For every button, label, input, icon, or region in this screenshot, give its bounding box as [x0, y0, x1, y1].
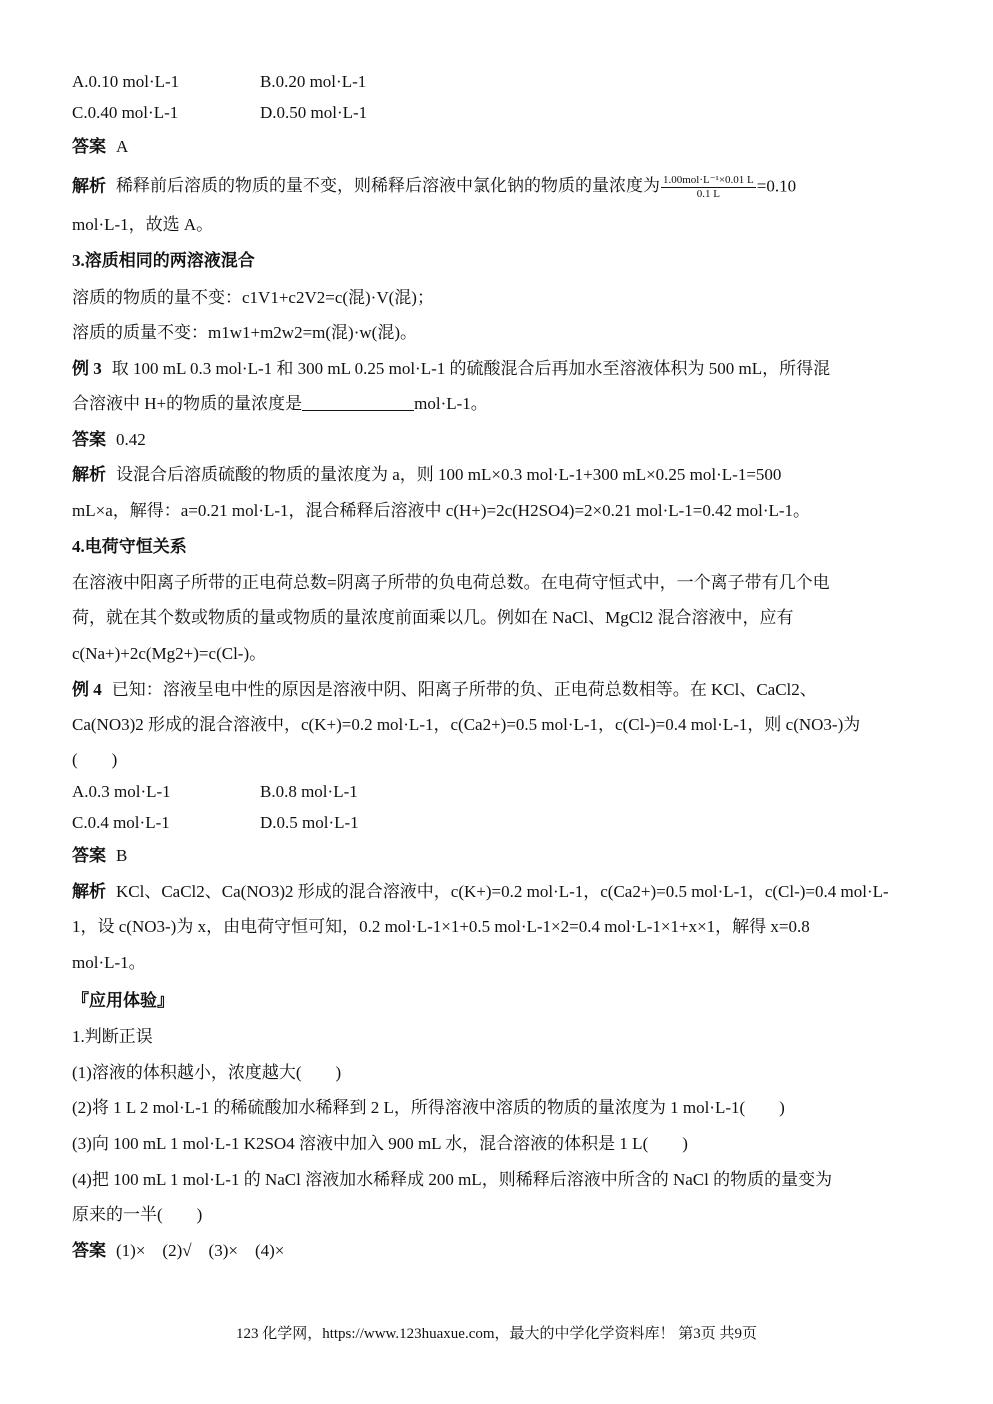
example-4-paren: ( ): [72, 750, 118, 769]
example-4: [72, 678, 923, 702]
example-4-analysis-end: mol·L-1。: [72, 953, 146, 972]
option-b: B.0.20 mol·L-1: [260, 72, 367, 91]
answer-value: A: [116, 137, 129, 156]
analysis-text: KCl、CaCl2、Ca(NO3)2 形成的混合溶液中，c(K+)=0.2 mol·L-1，c(Ca2+)=0.5 mol·L-1，c(Cl-)=0.4 mol·L-: [116, 882, 889, 901]
example-3-answer: [72, 428, 923, 452]
answer-value: B: [116, 846, 128, 865]
example-4-analysis: [72, 880, 923, 904]
section-3-title: 3.溶质相同的两溶液混合: [72, 251, 255, 270]
option-a: A.0.3 mol·L-1: [72, 782, 171, 801]
answer-label: 答案: [72, 846, 106, 865]
fraction-denominator: 0.1 L: [696, 188, 720, 200]
option-d: D.0.50 mol·L-1: [260, 103, 368, 122]
answer-value: (1)× (2)√ (3)× (4)×: [116, 1241, 285, 1260]
option-c: C.0.4 mol·L-1: [72, 813, 170, 832]
example-text-b: mol·L-1。: [414, 394, 488, 413]
option-a: A.0.10 mol·L-1: [72, 72, 180, 91]
q2-options-row2: [72, 101, 923, 125]
section-3-line1: 溶质的物质的量不变：c1V1+c2V2=c(混)·V(混)；: [72, 288, 434, 307]
judge-item-2: (2)将 1 L 2 mol·L-1 的稀硫酸加水稀释到 2 L，所得溶液中溶质的物质的量浓度为 1 mol·L-1( ): [72, 1098, 785, 1117]
example-label: 例 3: [72, 359, 102, 378]
example-4-analysis-cont: 1，设 c(NO3-)为 x，由电荷守恒可知，0.2 mol·L-1×1+0.5 mol·L-1×2=0.4 mol·L-1×1+x×1，解得 x=0.8: [72, 917, 810, 936]
judge-title: 1.判断正误: [72, 1027, 153, 1046]
q2-options-row1: [72, 70, 923, 94]
judge-item-4-cont: 原来的一半( ): [72, 1205, 203, 1224]
fraction-numerator: 1.00mol·L⁻¹×0.01 L: [663, 174, 754, 186]
example-text-a: 合溶液中 H+的物质的量浓度是: [72, 394, 303, 413]
analysis-label: 解析: [72, 465, 106, 484]
fraction: [661, 174, 756, 201]
option-d: D.0.5 mol·L-1: [260, 813, 359, 832]
analysis-text: 稀释前后溶质的物质的量不变，则稀释后溶液中氯化钠的物质的量浓度为: [116, 176, 660, 196]
option-b: B.0.8 mol·L-1: [260, 782, 358, 801]
section-3-line2: 溶质的质量不变：m1w1+m2w2=m(混)·w(混)。: [72, 323, 417, 342]
option-c: C.0.40 mol·L-1: [72, 103, 179, 122]
fraction-result: =0.10: [756, 176, 797, 196]
example-label: 例 4: [72, 680, 102, 699]
analysis-label: 解析: [72, 882, 106, 901]
apply-title: 『应用体验』: [72, 991, 174, 1010]
q2-analysis: [72, 174, 923, 201]
answer-label: 答案: [72, 430, 106, 449]
example-text: 取 100 mL 0.3 mol·L-1 和 300 mL 0.25 mol·L-1 的硫酸混合后再加水至溶液体积为 500 mL，所得混: [111, 359, 831, 378]
q2-analysis-cont: mol·L-1，故选 A。: [72, 215, 214, 234]
example-text: 已知：溶液呈电中性的原因是溶液中阴、阳离子所带的负、正电荷总数相等。在 KCl、CaCl2、: [111, 680, 817, 699]
example-3: [72, 357, 923, 381]
judge-item-3: (3)向 100 mL 1 mol·L-1 K2SO4 溶液中加入 900 mL 水，混合溶液的体积是 1 L( ): [72, 1134, 688, 1153]
judge-item-1: (1)溶液的体积越小，浓度越大( ): [72, 1063, 342, 1082]
judge-item-4: (4)把 100 mL 1 mol·L-1 的 NaCl 溶液加水稀释成 200 mL，则稀释后溶液中所含的 NaCl 的物质的量变为: [72, 1170, 833, 1189]
example-3-analysis: [72, 463, 923, 487]
answer-value: 0.42: [116, 430, 146, 449]
ex4-options-row1: [72, 780, 923, 804]
fill-blank[interactable]: [302, 392, 414, 411]
analysis-label: 解析: [72, 176, 106, 196]
example-3-analysis-cont: mL×a，解得：a=0.21 mol·L-1，混合稀释后溶液中 c(H+)=2c(H2SO4)=2×0.21 mol·L-1=0.42 mol·L-1。: [72, 501, 811, 520]
answer-label: 答案: [72, 1241, 106, 1260]
example-3-line2: [72, 392, 923, 416]
q2-answer: [72, 135, 923, 159]
section-4-line1: 在溶液中阳离子所带的正电荷总数=阴离子所带的负电荷总数。在电荷守恒式中，一个离子带有几个电: [72, 573, 830, 592]
answer-label: 答案: [72, 137, 106, 156]
example-4-answer: [72, 844, 923, 868]
analysis-text: 设混合后溶质硫酸的物质的量浓度为 a，则 100 mL×0.3 mol·L-1+300 mL×0.25 mol·L-1=500: [116, 465, 782, 484]
section-4-line2: 荷，就在其个数或物质的量或物质的量浓度前面乘以几。例如在 NaCl、MgCl2 混合溶液中，应有: [72, 608, 794, 627]
example-4-line2: Ca(NO3)2 形成的混合溶液中，c(K+)=0.2 mol·L-1，c(Ca2+)=0.5 mol·L-1，c(Cl-)=0.4 mol·L-1，则 c(NO3-)为: [72, 715, 861, 734]
page-footer: 123 化学网，https://www.123huaxue.com，最大的中学化学资料库！ 第3页 共9页: [235, 1326, 758, 1342]
section-4-line3: c(Na+)+2c(Mg2+)=c(Cl-)。: [72, 644, 267, 663]
section-4-title: 4.电荷守恒关系: [72, 537, 187, 556]
judge-answer: [72, 1239, 923, 1263]
ex4-options-row2: [72, 811, 923, 835]
